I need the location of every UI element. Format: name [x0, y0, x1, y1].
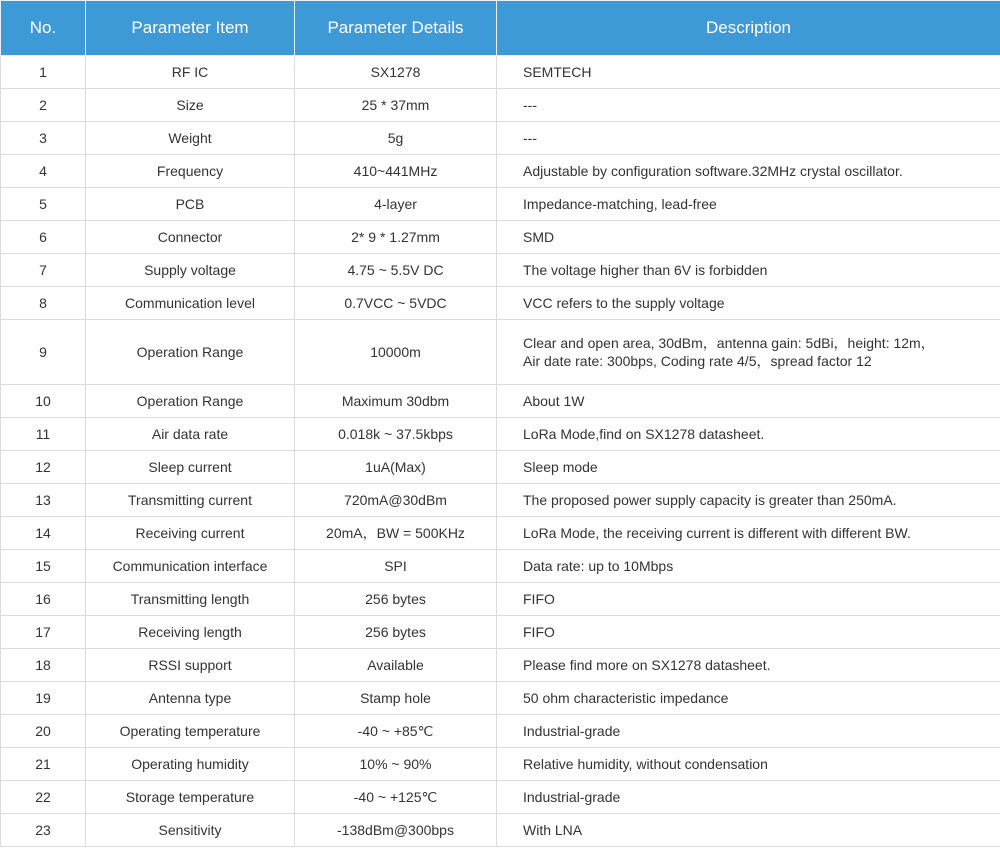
header-parameter-item: Parameter Item — [86, 1, 295, 56]
table-row — [1, 748, 1000, 781]
table-row — [1, 320, 1000, 385]
row-number: 3 — [1, 122, 86, 155]
header-description: Description — [497, 1, 1000, 56]
row-number: 19 — [1, 682, 86, 715]
table-row — [1, 418, 1000, 451]
parameter-details: 720mA@30dBm — [295, 484, 497, 517]
description: Relative humidity, without condensation — [497, 748, 1000, 781]
row-number: 21 — [1, 748, 86, 781]
parameter-item: Transmitting length — [86, 583, 295, 616]
parameter-details: 2* 9 * 1.27mm — [295, 221, 497, 254]
parameter-item: Communication interface — [86, 550, 295, 583]
parameter-item: Operating humidity — [86, 748, 295, 781]
table-row — [1, 814, 1000, 847]
description: Industrial-grade — [497, 781, 1000, 814]
parameter-details: 256 bytes — [295, 583, 497, 616]
parameter-item: Antenna type — [86, 682, 295, 715]
parameter-details: Stamp hole — [295, 682, 497, 715]
parameter-details: 20mA，BW = 500KHz — [295, 517, 497, 550]
table-row — [1, 682, 1000, 715]
table-row — [1, 484, 1000, 517]
table-row — [1, 781, 1000, 814]
parameter-details: 0.018k ~ 37.5kbps — [295, 418, 497, 451]
description: The proposed power supply capacity is greater than 250mA. — [497, 484, 1000, 517]
parameter-details: 10000m — [295, 320, 497, 385]
header-no: No. — [1, 1, 86, 56]
parameter-item: Sleep current — [86, 451, 295, 484]
table-row — [1, 385, 1000, 418]
parameter-details: 10% ~ 90% — [295, 748, 497, 781]
table-row — [1, 89, 1000, 122]
row-number: 4 — [1, 155, 86, 188]
parameter-details: Maximum 30dbm — [295, 385, 497, 418]
description: SMD — [497, 221, 1000, 254]
parameter-item: Supply voltage — [86, 254, 295, 287]
row-number: 16 — [1, 583, 86, 616]
description: Adjustable by configuration software.32MHz crystal oscillator. — [497, 155, 1000, 188]
parameter-item: Weight — [86, 122, 295, 155]
description: Please find more on SX1278 datasheet. — [497, 649, 1000, 682]
table-row — [1, 254, 1000, 287]
parameter-details: SPI — [295, 550, 497, 583]
table-header — [1, 1, 1000, 56]
parameter-item: Storage temperature — [86, 781, 295, 814]
table-row — [1, 715, 1000, 748]
header-parameter-details: Parameter Details — [295, 1, 497, 56]
parameter-item: Receiving length — [86, 616, 295, 649]
description: Sleep mode — [497, 451, 1000, 484]
row-number: 15 — [1, 550, 86, 583]
parameter-details: 410~441MHz — [295, 155, 497, 188]
parameter-details: 256 bytes — [295, 616, 497, 649]
table-row — [1, 616, 1000, 649]
row-number: 5 — [1, 188, 86, 221]
table-row — [1, 188, 1000, 221]
parameter-item: Receiving current — [86, 517, 295, 550]
table-row — [1, 221, 1000, 254]
description-line-2: Air date rate: 300bps, Coding rate 4/5，spread factor 12 — [523, 353, 872, 369]
parameter-item: Operation Range — [86, 385, 295, 418]
description: VCC refers to the supply voltage — [497, 287, 1000, 320]
description: LoRa Mode,find on SX1278 datasheet. — [497, 418, 1000, 451]
parameter-details: 1uA(Max) — [295, 451, 497, 484]
parameter-details: 4-layer — [295, 188, 497, 221]
parameter-item: PCB — [86, 188, 295, 221]
parameter-item: Size — [86, 89, 295, 122]
parameter-item: Operating temperature — [86, 715, 295, 748]
parameter-item: Connector — [86, 221, 295, 254]
description: --- — [497, 122, 1000, 155]
parameter-item: Communication level — [86, 287, 295, 320]
description: 50 ohm characteristic impedance — [497, 682, 1000, 715]
parameter-item: Air data rate — [86, 418, 295, 451]
description: --- — [497, 89, 1000, 122]
table-row — [1, 56, 1000, 89]
row-number: 17 — [1, 616, 86, 649]
description: Data rate: up to 10Mbps — [497, 550, 1000, 583]
parameter-details: 25 * 37mm — [295, 89, 497, 122]
row-number: 10 — [1, 385, 86, 418]
description: Industrial-grade — [497, 715, 1000, 748]
parameter-item: Transmitting current — [86, 484, 295, 517]
row-number: 22 — [1, 781, 86, 814]
description: SEMTECH — [497, 56, 1000, 89]
row-number: 6 — [1, 221, 86, 254]
table-row — [1, 287, 1000, 320]
header-row — [1, 1, 1000, 56]
table-row — [1, 451, 1000, 484]
row-number: 23 — [1, 814, 86, 847]
table-row — [1, 122, 1000, 155]
table-row — [1, 550, 1000, 583]
row-number: 1 — [1, 56, 86, 89]
description: About 1W — [497, 385, 1000, 418]
row-number: 8 — [1, 287, 86, 320]
table-body — [1, 56, 1000, 847]
row-number: 11 — [1, 418, 86, 451]
table-row — [1, 155, 1000, 188]
parameter-details: -138dBm@300bps — [295, 814, 497, 847]
description: FIFO — [497, 583, 1000, 616]
description-line-1: Clear and open area, 30dBm，antenna gain: 5dBi，height: 12m， — [523, 335, 935, 351]
row-number: 12 — [1, 451, 86, 484]
description: The voltage higher than 6V is forbidden — [497, 254, 1000, 287]
row-number: 2 — [1, 89, 86, 122]
description: Impedance-matching, lead-free — [497, 188, 1000, 221]
parameter-details: -40 ~ +125℃ — [295, 781, 497, 814]
row-number: 14 — [1, 517, 86, 550]
row-number: 20 — [1, 715, 86, 748]
row-number: 13 — [1, 484, 86, 517]
row-number: 9 — [1, 320, 86, 385]
table-row — [1, 649, 1000, 682]
description — [497, 320, 1000, 385]
description: FIFO — [497, 616, 1000, 649]
parameter-details: 0.7VCC ~ 5VDC — [295, 287, 497, 320]
row-number: 7 — [1, 254, 86, 287]
row-number: 18 — [1, 649, 86, 682]
parameter-details: Available — [295, 649, 497, 682]
table-row — [1, 583, 1000, 616]
description: LoRa Mode, the receiving current is different with different BW. — [497, 517, 1000, 550]
parameter-item: RSSI support — [86, 649, 295, 682]
parameter-item: Operation Range — [86, 320, 295, 385]
parameter-details: 5g — [295, 122, 497, 155]
table-row — [1, 517, 1000, 550]
parameter-details: 4.75 ~ 5.5V DC — [295, 254, 497, 287]
description: With LNA — [497, 814, 1000, 847]
parameter-details: SX1278 — [295, 56, 497, 89]
parameter-details: -40 ~ +85℃ — [295, 715, 497, 748]
parameter-item: Sensitivity — [86, 814, 295, 847]
parameter-item: RF IC — [86, 56, 295, 89]
parameter-item: Frequency — [86, 155, 295, 188]
